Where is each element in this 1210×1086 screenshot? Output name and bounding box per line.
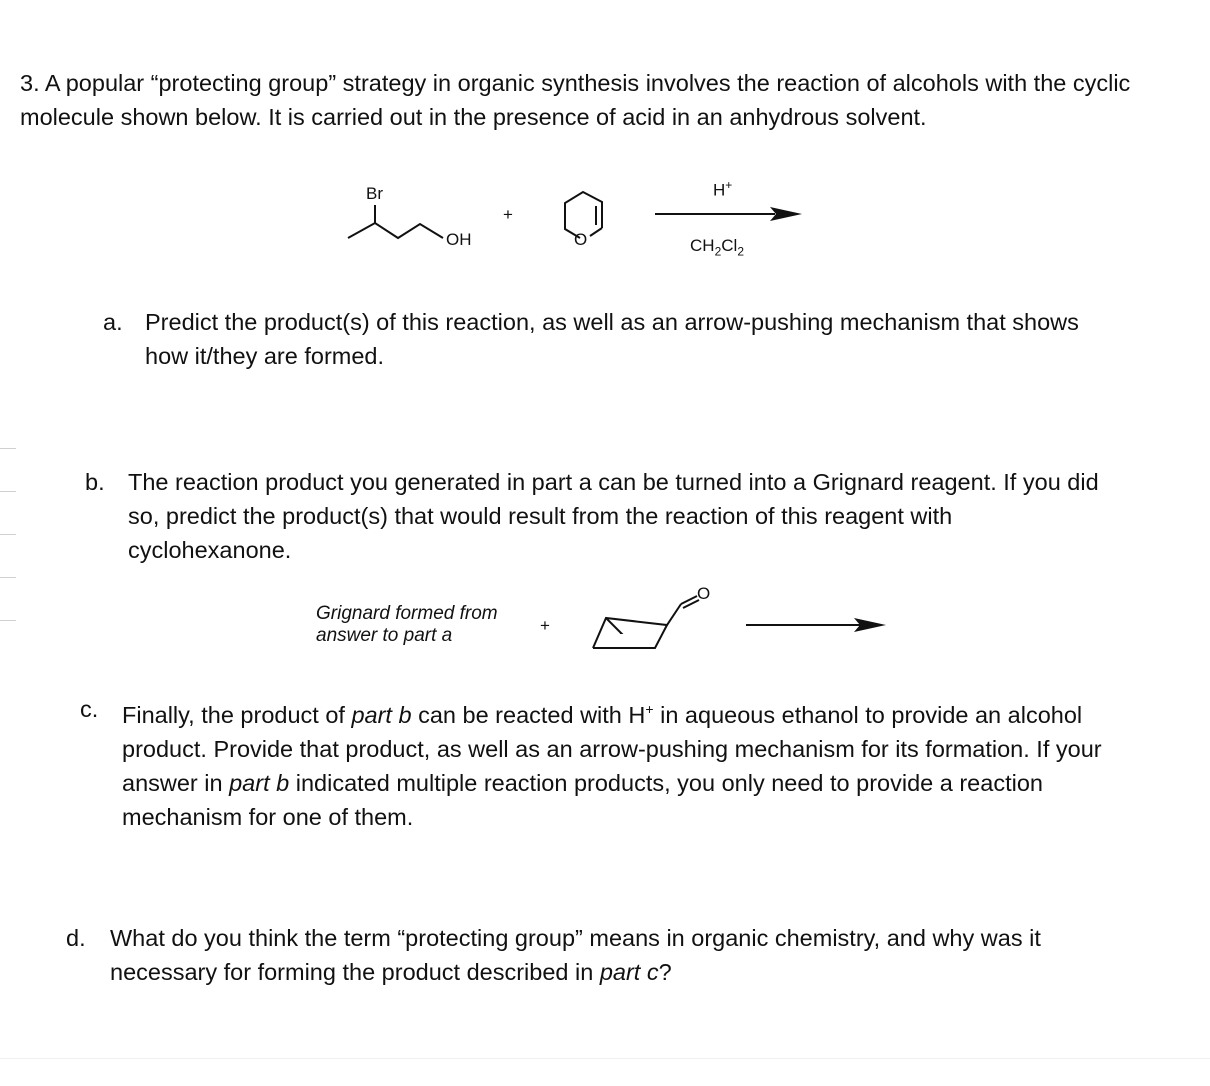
margin-marker	[0, 577, 16, 578]
ketone-oxygen-label: O	[697, 584, 711, 603]
margin-marker	[0, 448, 16, 449]
reaction-2-plus: +	[540, 616, 550, 635]
part-c	[80, 692, 1110, 834]
part-d-label: d.	[66, 925, 86, 951]
grignard-label-line1: Grignard formed from	[316, 603, 498, 624]
page-divider	[0, 1058, 1210, 1059]
part-d-text: What do you think the term “protecting group” means in organic chemistry, and why was it necessary for forming the product described in part c?	[110, 925, 1041, 985]
hydroxyl-label: OH	[446, 230, 472, 249]
margin-marker	[0, 620, 16, 621]
reaction-1-plus: +	[503, 205, 513, 224]
ring-oxygen-label: O	[574, 230, 588, 249]
part-a-label: a.	[103, 309, 123, 335]
margin-marker	[0, 534, 16, 535]
grignard-label-line2: answer to part a	[316, 625, 453, 646]
question-intro: 3. A popular “protecting group” strategy in organic synthesis involves the reaction of alcohols with the cyclic molecule shown below. It is carried out in the presence of acid in an anhydrous solvent.	[20, 70, 1131, 130]
part-b	[85, 465, 1115, 567]
part-b-label: b.	[85, 469, 105, 495]
margin-marker	[0, 491, 16, 492]
reaction-2-arrow	[746, 618, 886, 632]
grignard-label	[316, 603, 498, 647]
part-c-text: Finally, the product of part b can be reacted with H+ in aqueous ethanol to provide an alcohol product. Provide that product, as well as an arrow-pushing mechanism for its formation. If your answer in part b indicated multiple reaction products, you only need to provide a reaction mechanism for one of them.	[122, 701, 1102, 830]
part-b-text: The reaction product you generated in part a can be turned into a Grignard reagent. If you did so, predict the product(s) that would result from the reaction of this reagent with cyclohexanone.	[128, 469, 1099, 563]
part-d	[66, 921, 1126, 989]
reagent-solvent-label: $CH_2Cl_2$	[690, 236, 744, 259]
bromine-label: Br	[366, 184, 383, 203]
part-c-label: c.	[80, 696, 99, 722]
part-a-text: Predict the product(s) of this reaction, as well as an arrow-pushing mechanism that shows how it/they are formed.	[145, 309, 1079, 369]
part-a	[103, 305, 1103, 373]
reaction-1-arrow	[655, 207, 802, 221]
bromoalcohol-structure	[348, 205, 443, 238]
reagent-acid-label: H+	[713, 178, 733, 200]
cyclohexanone-structure	[593, 596, 699, 648]
